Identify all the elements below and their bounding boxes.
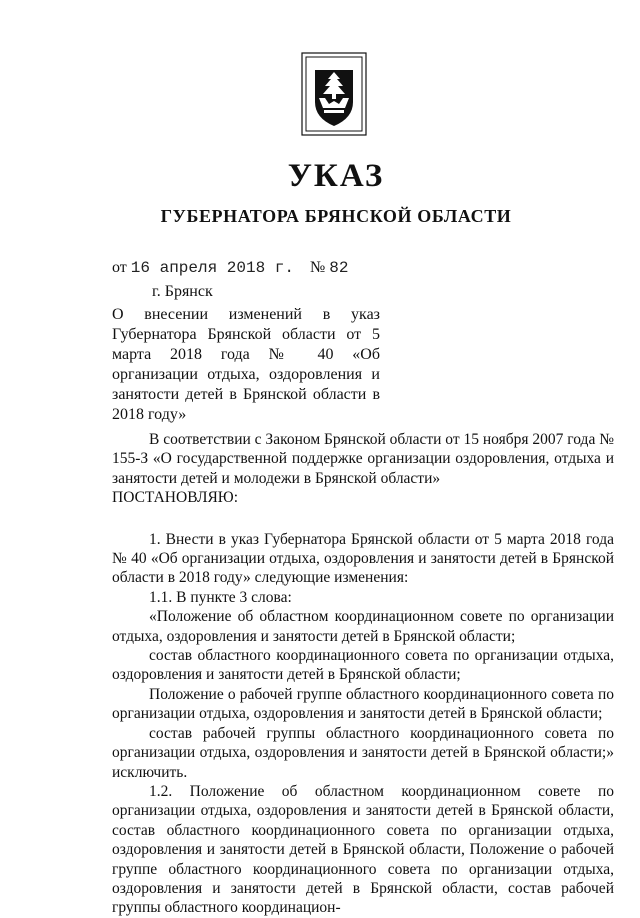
quoted-item-4: состав рабочей группы областного координационного совета по организации отдыха, оздоровления и занятости детей в Брянской области;» исключить. <box>112 724 614 781</box>
document-date: 16 апреля 2018 г. <box>130 259 295 277</box>
quoted-item-1: «Положение об областном координационном совете по организации отдыха, оздоровления и занятости детей в Брянской области; <box>112 608 614 645</box>
clause-1-1: 1.1. В пункте 3 слова: <box>149 588 292 606</box>
document-number: 82 <box>329 259 349 277</box>
date-prefix: от <box>112 259 127 276</box>
document-subject: О внесении изменений в указ Губернатора Брянской области от 5 марта 2018 года № 40 «Об организации отдыха, оздоровления и занятости детей в Брянской области в 2018 году» <box>112 306 380 423</box>
document-subtitle: ГУБЕРНАТОРА БРЯНСКОЙ ОБЛАСТИ <box>160 206 512 226</box>
date-number-line <box>112 259 348 277</box>
document-title: УКАЗ <box>287 158 385 194</box>
document-body <box>112 430 614 918</box>
preamble-paragraph: В соответствии с Законом Брянской области от 15 ноября 2007 года № 155-З «О государственной поддержке организации оздоровления, отдыха и занятости детей и молодежи в Брянской области» <box>112 431 614 487</box>
bryansk-coat-of-arms-icon <box>301 52 367 136</box>
clause-1: 1. Внести в указ Губернатора Брянской области от 5 марта 2018 года № 40 «Об организации отдыха, оздоровления и занятости детей в Брянской области в 2018 году» следующие изменения: <box>112 530 614 587</box>
number-prefix: № <box>310 259 326 276</box>
resolve-heading: ПОСТАНОВЛЯЮ: <box>112 489 239 507</box>
clause-1-2: 1.2. Положение об областном координационном совете по организации отдыха, оздоровления и занятости детей в Брянской области, состав областного координационного совета по организации отдыха, оздоровления и занятости детей в Брянской области, Положение о рабочей группе областного координационного совета по организации отдыха, оздоровления и занятости детей в Брянской области, состав рабочей группы областного координацион- <box>112 782 614 917</box>
quoted-item-2: состав областного координационного совета по организации отдыха, оздоровления и занятости детей в Брянской области; <box>112 647 614 684</box>
issue-city: г. Брянск <box>152 283 213 300</box>
quoted-item-3: Положение о рабочей группе областного координационного совета по организации отдыха, оздоровления и занятости детей в Брянской области; <box>112 685 614 723</box>
